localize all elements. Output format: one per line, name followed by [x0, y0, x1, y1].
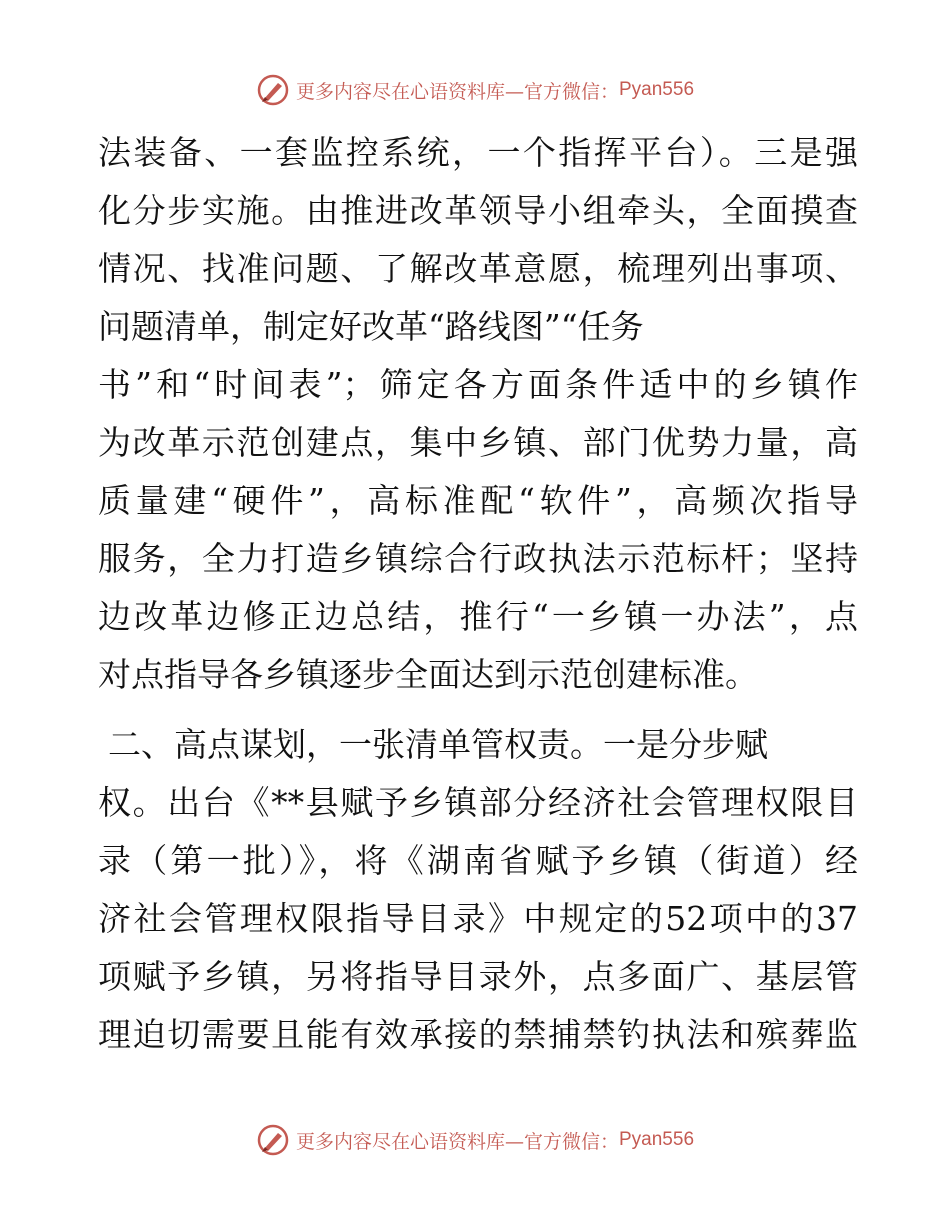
text-line: 录（第一批）》，将《湖南省赋予乡镇（街道）经: [98, 841, 858, 880]
text-line: 权。出台《**县赋予乡镇部分经济社会管理权限目: [98, 783, 858, 822]
paragraph: [98, 124, 858, 704]
paragraph: [98, 716, 858, 1064]
text-line: 对点指导各乡镇逐步全面达到示范创建标准。: [98, 655, 758, 694]
footer-watermark: [0, 1120, 950, 1160]
text-line: 为改革示范创建点，集中乡镇、部门优势力量，高: [98, 423, 858, 462]
text-line: 理迫切需要且能有效承接的禁捕禁钓执法和殡葬监: [98, 1015, 858, 1054]
text-line: 济社会管理权限指导目录》中规定的52项中的37: [98, 899, 858, 938]
header-watermark: [0, 70, 950, 110]
watermark-text: 更多内容尽在心语资料库—官方微信：: [295, 80, 619, 103]
text-line: 情况、找准问题、了解改革意愿，梳理列出事项、: [98, 249, 858, 288]
text-line: 边改革边修正边总结，推行“一乡镇一办法”，点: [98, 597, 858, 636]
pen-logo-icon: [256, 1123, 290, 1157]
pen-logo-icon: [256, 73, 290, 107]
watermark-id: Pyan556: [619, 1129, 695, 1150]
document-body: [98, 124, 858, 1064]
text-line: 书”和“时间表”；筛定各方面条件适中的乡镇作: [98, 365, 858, 404]
text-line: 服务，全力打造乡镇综合行政执法示范标杆；坚持: [98, 539, 858, 578]
text-line: 化分步实施。由推进改革领导小组牵头，全面摸查: [98, 191, 858, 230]
watermark-id: Pyan556: [619, 79, 695, 100]
text-line: 法装备、一套监控系统，一个指挥平台）。三是强: [98, 133, 858, 172]
text-line: 项赋予乡镇，另将指导目录外，点多面广、基层管: [98, 957, 858, 996]
text-line: 问题清单，制定好改革“路线图”“任务: [98, 307, 644, 346]
text-line: 质量建“硬件”，高标准配“软件”，高频次指导: [98, 481, 858, 520]
watermark-text: 更多内容尽在心语资料库—官方微信：: [295, 1130, 619, 1153]
text-line: 二、高点谋划，一张清单管权责。一是分步赋: [108, 725, 768, 764]
